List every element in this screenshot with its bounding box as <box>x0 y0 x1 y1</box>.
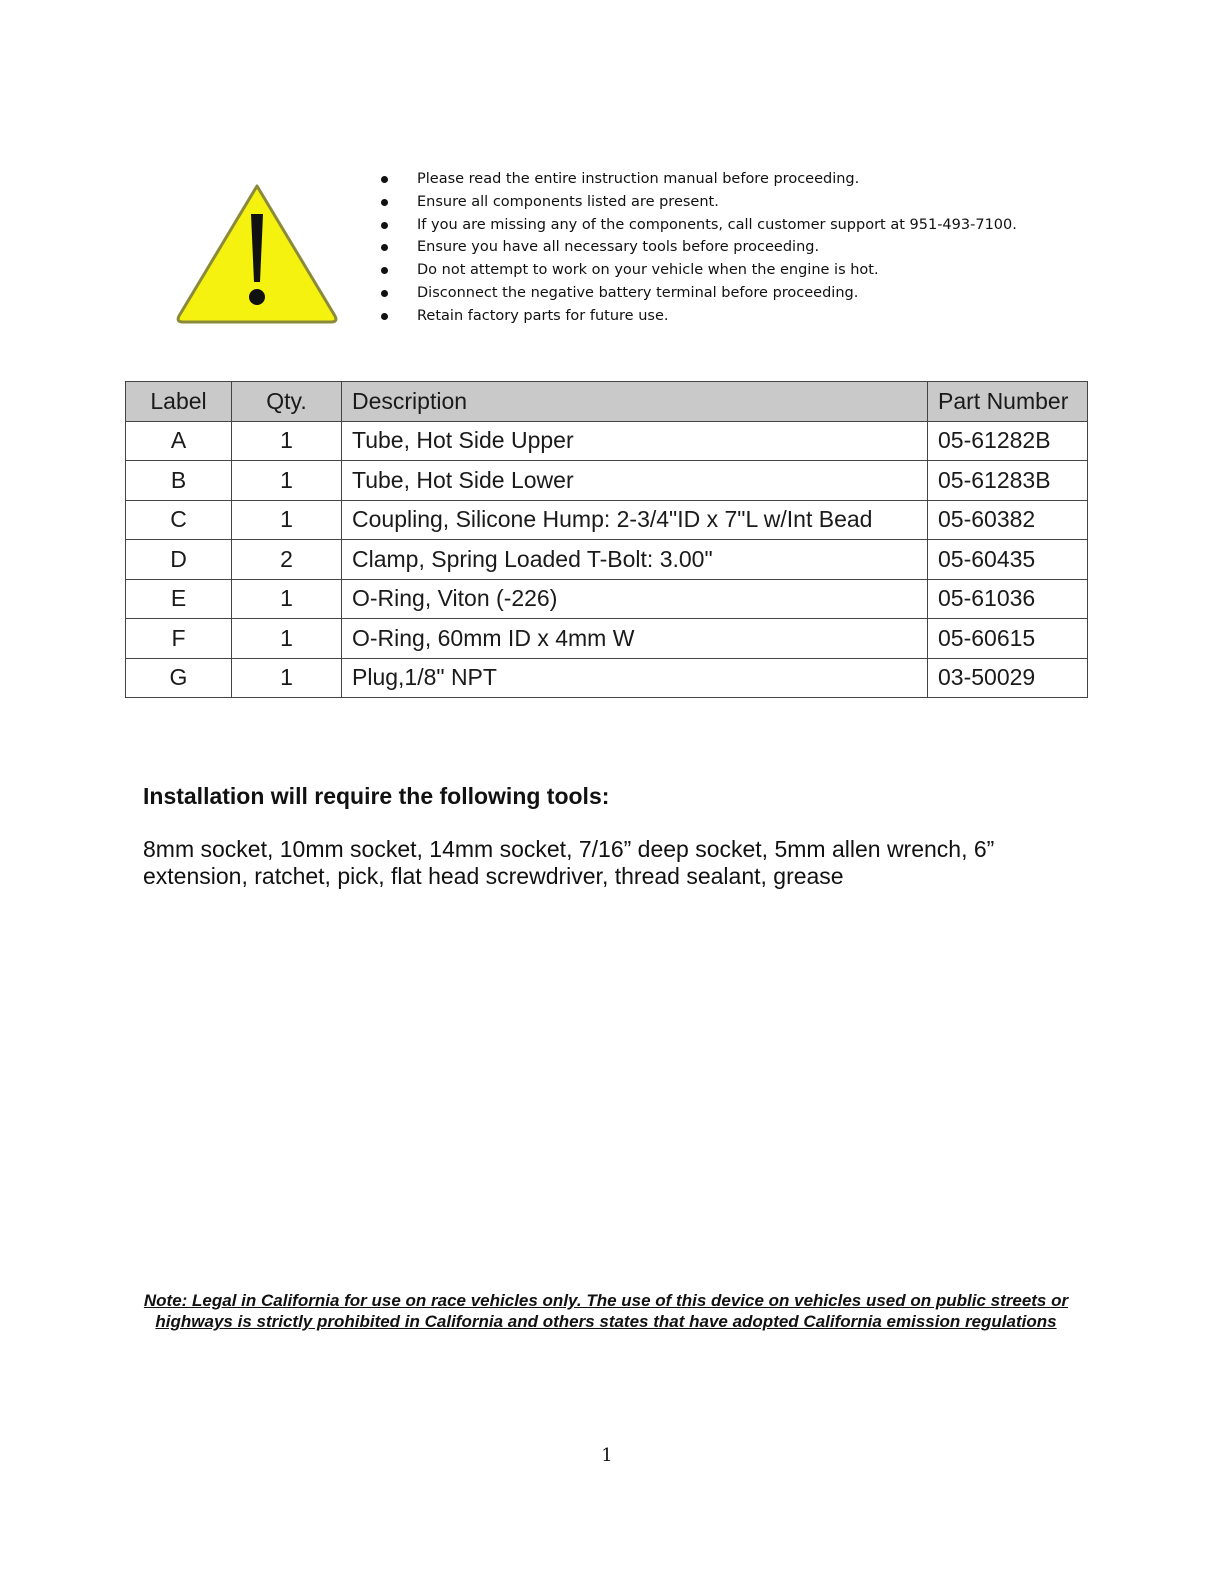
warning-item: Retain factory parts for future use. <box>380 305 1017 328</box>
cell-label: A <box>126 421 232 461</box>
warning-item: Ensure all components listed are present. <box>380 191 1017 214</box>
warning-item: Disconnect the negative battery terminal before proceeding. <box>380 282 1017 305</box>
cell-description: O-Ring, 60mm ID x 4mm W <box>342 619 928 659</box>
warning-list <box>380 168 1017 328</box>
cell-description: Coupling, Silicone Hump: 2-3/4"ID x 7"L w/Int Bead <box>342 500 928 540</box>
cell-qty: 1 <box>232 421 342 461</box>
legal-note: Note: Legal in California for use on race vehicles only. The use of this device on vehicles used on public streets or highways is strictly prohibited in California and others states that have adopted California emission regulations <box>143 1291 1069 1331</box>
header-qty: Qty. <box>232 382 342 422</box>
cell-label: C <box>126 500 232 540</box>
cell-description: Plug,1/8" NPT <box>342 658 928 698</box>
cell-part-number: 05-60382 <box>928 500 1088 540</box>
tools-heading: Installation will require the following tools: <box>143 783 610 809</box>
cell-qty: 1 <box>232 500 342 540</box>
cell-qty: 1 <box>232 619 342 659</box>
cell-qty: 2 <box>232 540 342 580</box>
cell-part-number: 05-60435 <box>928 540 1088 580</box>
header-part-number: Part Number <box>928 382 1088 422</box>
parts-table <box>125 381 1088 698</box>
table-row <box>126 579 1088 619</box>
warning-item: If you are missing any of the components, call customer support at 951-493-7100. <box>380 214 1017 237</box>
cell-label: E <box>126 579 232 619</box>
table-row <box>126 500 1088 540</box>
cell-description: O-Ring, Viton (-226) <box>342 579 928 619</box>
cell-qty: 1 <box>232 461 342 501</box>
cell-label: B <box>126 461 232 501</box>
cell-part-number: 05-60615 <box>928 619 1088 659</box>
cell-part-number: 05-61282B <box>928 421 1088 461</box>
table-row <box>126 540 1088 580</box>
cell-description: Clamp, Spring Loaded T-Bolt: 3.00" <box>342 540 928 580</box>
warning-item: Do not attempt to work on your vehicle when the engine is hot. <box>380 259 1017 282</box>
cell-description: Tube, Hot Side Upper <box>342 421 928 461</box>
table-header-row <box>126 382 1088 422</box>
cell-qty: 1 <box>232 658 342 698</box>
cell-part-number: 03-50029 <box>928 658 1088 698</box>
cell-description: Tube, Hot Side Lower <box>342 461 928 501</box>
cell-qty: 1 <box>232 579 342 619</box>
warning-item: Please read the entire instruction manual before proceeding. <box>380 168 1017 191</box>
header-label: Label <box>126 382 232 422</box>
table-row <box>126 461 1088 501</box>
cell-label: F <box>126 619 232 659</box>
cell-label: D <box>126 540 232 580</box>
warning-item: Ensure you have all necessary tools before proceeding. <box>380 236 1017 259</box>
tools-list: 8mm socket, 10mm socket, 14mm socket, 7/16” deep socket, 5mm allen wrench, 6” extension, ratchet, pick, flat head screwdriver, thread sealant, grease <box>143 836 995 889</box>
table-row <box>126 421 1088 461</box>
cell-part-number: 05-61283B <box>928 461 1088 501</box>
page-number: 1 <box>601 1445 613 1466</box>
cell-part-number: 05-61036 <box>928 579 1088 619</box>
warning-triangle-icon <box>172 178 342 328</box>
header-description: Description <box>342 382 928 422</box>
cell-label: G <box>126 658 232 698</box>
table-row <box>126 619 1088 659</box>
table-row <box>126 658 1088 698</box>
